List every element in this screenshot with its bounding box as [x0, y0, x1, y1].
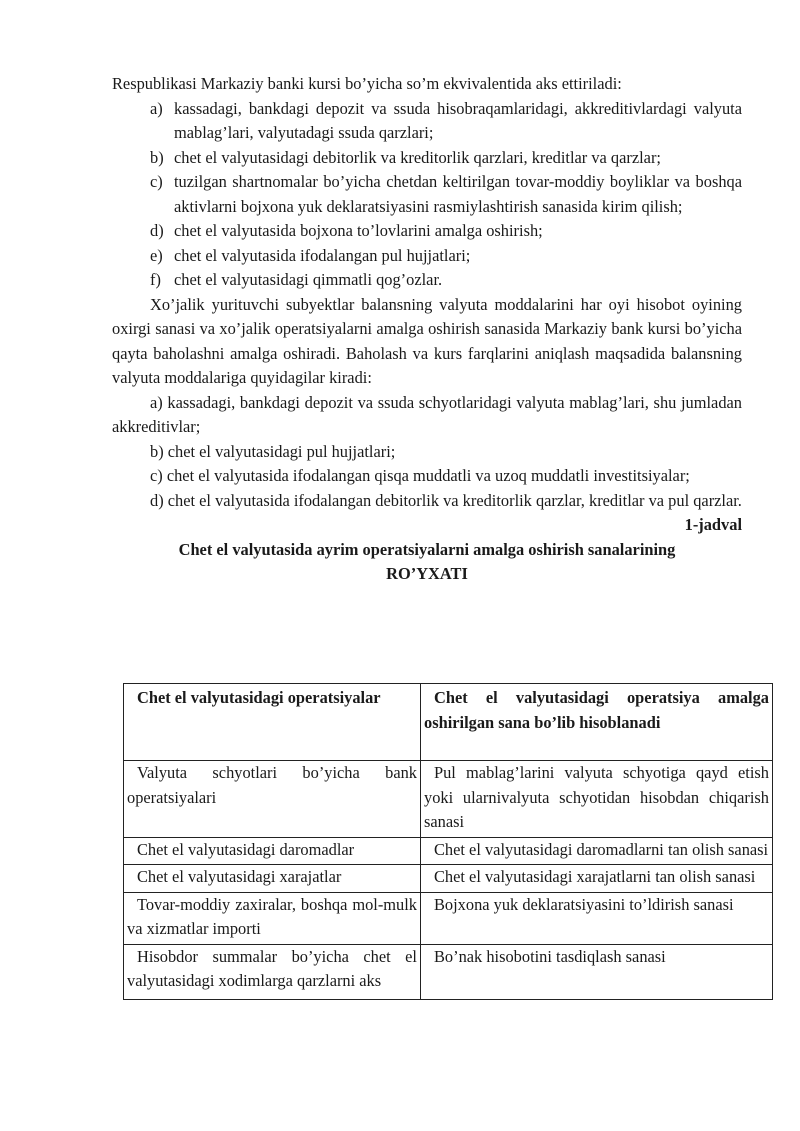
list-item: [112, 244, 742, 269]
list-item-text: chet el valyutasida bojxona to’lovlarini amalga oshirish;: [174, 221, 543, 240]
table-row: [124, 944, 773, 999]
cell-text: Chet el valyutasidagi xarajatlarni tan olish sanasi: [434, 867, 756, 886]
cell-text: Bojxona yuk deklaratsiyasini to’ldirish sanasi: [434, 894, 734, 914]
list-item-label: e): [150, 245, 163, 265]
cell-text: Bo’nak hisobotini tasdiqlash sanasi: [434, 946, 666, 966]
cell-text: Valyuta schyotlari bo’yicha bank operatsiyalari: [127, 763, 417, 807]
table-cell: [124, 892, 421, 944]
list-item: [112, 219, 742, 244]
header-text: Chet el valyutasidagi operatsiya amalga oshirilgan sana bo’lib hisoblanadi: [424, 688, 769, 732]
header-text: Chet el valyutasidagi operatsiyalar: [137, 688, 381, 707]
table-header-cell: [421, 684, 773, 761]
list-item-label: a): [150, 98, 163, 118]
list-item-label: b): [150, 147, 164, 167]
table-cell: [421, 761, 773, 838]
table-cell: [421, 944, 773, 999]
table-cell: [124, 837, 421, 865]
cell-text: Hisobdor summalar bo’yicha chet el valyutasidagi xodimlarga qarzlarni aks: [127, 946, 417, 990]
table-title-2: RO’YXATI: [386, 564, 468, 583]
list-item-text: kassadagi, bankdagi depozit va ssuda hisobraqamlaridagi, akkreditivlardagi valyuta mablag’lari, valyutadagi ssuda qarzlari;: [174, 98, 742, 142]
table-header-cell: [124, 684, 421, 761]
intro-line: Respublikasi Markaziy banki kursi bo’yicha so’m ekvivalentida aks ettiriladi:: [112, 74, 622, 93]
table-row: [124, 761, 773, 838]
list-item-text: tuzilgan shartnomalar bo’yicha chetdan keltirilgan tovar-moddiy boyliklar va boshqa aktivlarni bojxona yuk deklaratsiyasini rasmiylashtirish sanasida kirim qilish;: [174, 172, 742, 216]
list-item-label: f): [150, 270, 161, 289]
list-item: [112, 170, 742, 219]
table-cell: [421, 865, 773, 893]
list-2-item-b: b) chet el valyutasidagi pul hujjatlari;: [150, 441, 396, 461]
table-cell: [421, 892, 773, 944]
list-item: [112, 146, 742, 171]
table-cell: [421, 837, 773, 865]
cell-text: Pul mablag’larini valyuta schyotiga qayd etish yoki ularnivalyuta schyotidan hisobdan chiqarish sanasi: [424, 763, 769, 831]
list-item-label: d): [150, 221, 164, 240]
table-cell: [124, 944, 421, 999]
list-item-text: chet el valyutasida ifodalangan pul hujjatlari;: [174, 245, 471, 265]
list-item-text: chet el valyutasidagi qimmatli qog’ozlar.: [174, 270, 443, 289]
table-cell: [124, 761, 421, 838]
document-body: [112, 72, 742, 587]
list-item-label: c): [150, 172, 163, 191]
list-1: [112, 97, 742, 293]
table-title: Chet el valyutasida ayrim operatsiyalarni amalga oshirish sanalarining: [178, 539, 676, 559]
list-item: [112, 97, 742, 146]
operations-table: [123, 683, 773, 1000]
list-2-item-d: d) chet el valyutasida ifodalangan debitorlik va kreditorlik qarzlar, kreditlar va pul qarzlar.: [150, 490, 742, 510]
table-row: [124, 892, 773, 944]
cell-text: Chet el valyutasidagi daromadlarni tan olish sanasi: [434, 839, 769, 859]
cell-text: Chet el valyutasidagi daromadlar: [137, 839, 355, 859]
table-header-row: [124, 684, 773, 761]
cell-text: Tovar-moddiy zaxiralar, boshqa mol-mulk va xizmatlar importi: [127, 894, 417, 938]
cell-text: Chet el valyutasidagi xarajatlar: [137, 867, 342, 886]
table-row: [124, 837, 773, 865]
list-item: [112, 268, 742, 293]
list-item-text: chet el valyutasidagi debitorlik va kreditorlik qarzlari, kreditlar va qarzlar;: [174, 147, 661, 167]
table-cell: [124, 865, 421, 893]
body-paragraph: Xo’jalik yurituvchi subyektlar balansning valyuta moddalarini har oyi hisobot oyining oxirgi sanasi va xo’jalik operatsiyalarni amalga oshirish sanasida Markaziy bank kursi bo’yicha qayta baholashni amalga oshiradi. Baholash va kurs farqlarini aniqlash maqsadida balansning valyuta moddalariga quyidagilar kiradi:: [112, 294, 742, 387]
list-2-item-c: c) chet el valyutasida ifodalangan qisqa muddatli va uzoq muddatli investitsiyalar;: [150, 466, 690, 485]
list-2-item-a: a) kassadagi, bankdagi depozit va ssuda schyotlaridagi valyuta mablag’lari, shu jumladan akkreditivlar;: [112, 392, 742, 436]
table-label: 1-jadval: [684, 515, 742, 534]
table-row: [124, 865, 773, 893]
